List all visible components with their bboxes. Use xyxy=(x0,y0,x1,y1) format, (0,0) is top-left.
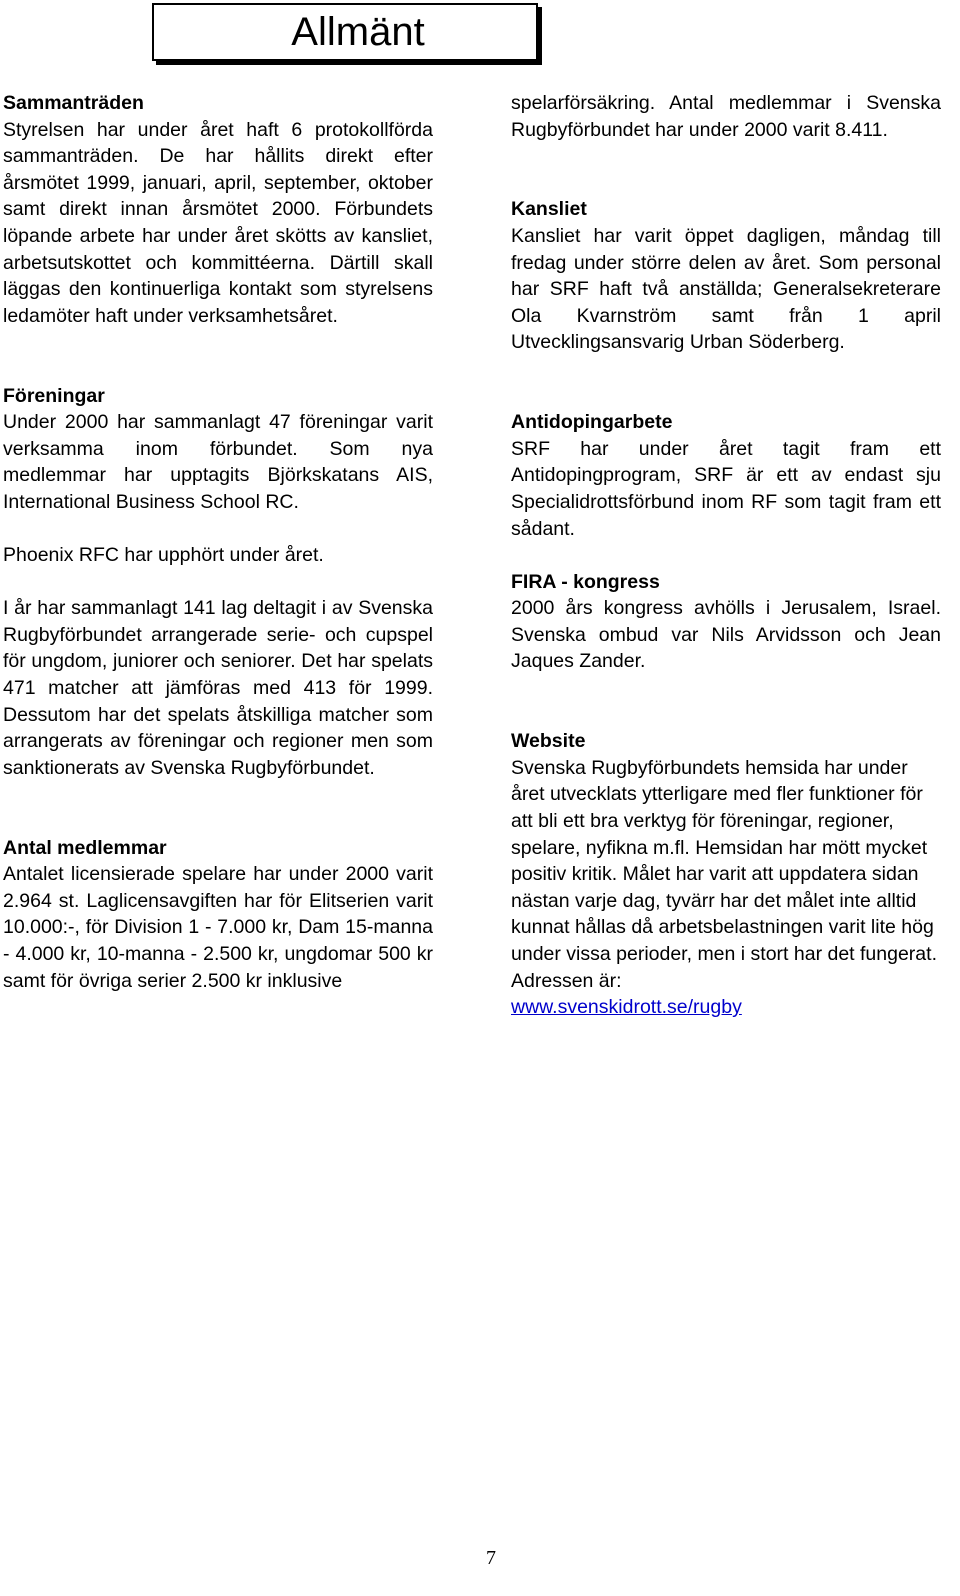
section-body-foreningar-2: Phoenix RFC har upphört under året. xyxy=(3,544,324,567)
section-body-kansliet: Kansliet har varit öppet dagligen, måndag till fredag under större delen av året. Som personal har SRF haft två anställda; Generalsekreterare Ola Kvarnström samt från 1 april Utvecklingsansvarig Urban Söderberg. xyxy=(511,224,941,354)
section-body-sammantraden: Styrelsen har under året haft 6 protokollförda sammanträden. De har hållits direkt efter årsmötet 1999, januari, april, september, oktober samt direkt innan årsmötet 2000. Förbundets löpande arbete har under året skötts av kansliet, arbetsutskottet och kommittéerna. Därtill skall läggas den kontinuerliga kontakt som styrelsens ledamöter haft under verksamhetsåret. xyxy=(3,118,433,327)
left-column xyxy=(3,90,433,994)
page-number: 7 xyxy=(486,1547,496,1569)
section-body-website: Svenska Rugbyförbundets hemsida har under året utvecklats ytterligare med fler funktioner för att bli ett bra verktyg för föreningar, regioner, spelare, nyfikna m.fl. Hemsidan har mött mycket positiv kritik. Målet har varit att uppdatera sidan nästan varje dag, tyvärr har det målet inte alltid kunnat hållas då arbetsbelastningen varit lite hög under vissa perioder, men i stort har det fungerat. Adressen är: xyxy=(511,756,937,992)
section-heading-medlemmar: Antal medlemmar xyxy=(3,836,167,859)
section-body-foreningar-1: Under 2000 har sammanlagt 47 föreningar varit verksamma inom förbundet. Som nya medlemmar har upptagits Björkskatans AIS, International Business School RC. xyxy=(3,411,433,513)
section-heading-website: Website xyxy=(511,730,586,753)
page-title-box xyxy=(152,3,538,61)
section-body-foreningar-3: I år har sammanlagt 141 lag deltagit i av Svenska Rugbyförbundet arrangerade serie- och cupspel för ungdom, juniorer och seniorer. Det har spelats 471 matcher att jämföras med 413 för 1999. Dessutom har det spelats åtskilliga matcher som arrangerats av föreningar och regioner men som sanktionerats av Svenska Rugbyförbundet. xyxy=(3,597,433,779)
section-heading-antidoping: Antidopingarbete xyxy=(511,411,673,434)
section-heading-fira: FIRA - kongress xyxy=(511,570,660,593)
section-kansliet xyxy=(511,196,941,356)
section-foreningar xyxy=(3,383,433,782)
section-body-antidoping: SRF har under året tagit fram ett Antidopingprogram, SRF är ett av endast sju Specialidrottsförbund inom RF som tagit fram ett sådant. xyxy=(511,437,941,540)
continuation-text: spelarförsäkring. Antal medlemmar i Svenska Rugbyförbundet har under 2000 varit 8.411. xyxy=(511,92,941,141)
section-antidoping xyxy=(511,409,941,542)
section-fira xyxy=(511,569,941,675)
section-body-medlemmar: Antalet licensierade spelare har under 2000 varit 2.964 st. Laglicensavgiften har för Elitserien varit 10.000:-, för Division 1 - 7.000 kr, Dam 15-manna - 4.000 kr, 10-manna - 2.500 kr, ungdomar 500 kr samt för övriga serier 2.500 kr inklusive xyxy=(3,863,433,992)
right-column xyxy=(511,90,941,1021)
website-link[interactable]: www.svenskidrott.se/rugby xyxy=(511,996,742,1019)
section-sammantraden xyxy=(3,90,433,329)
page-title: Allmänt xyxy=(291,10,425,54)
section-heading-kansliet: Kansliet xyxy=(511,198,587,221)
section-heading-sammantraden: Sammanträden xyxy=(3,92,144,114)
section-website xyxy=(511,728,941,1021)
section-heading-foreningar: Föreningar xyxy=(3,384,105,407)
section-medlemmar xyxy=(3,835,433,995)
section-body-fira: 2000 års kongress avhölls i Jerusalem, Israel. Svenska ombud var Nils Arvidsson och Jean Jaques Zander. xyxy=(511,597,941,673)
